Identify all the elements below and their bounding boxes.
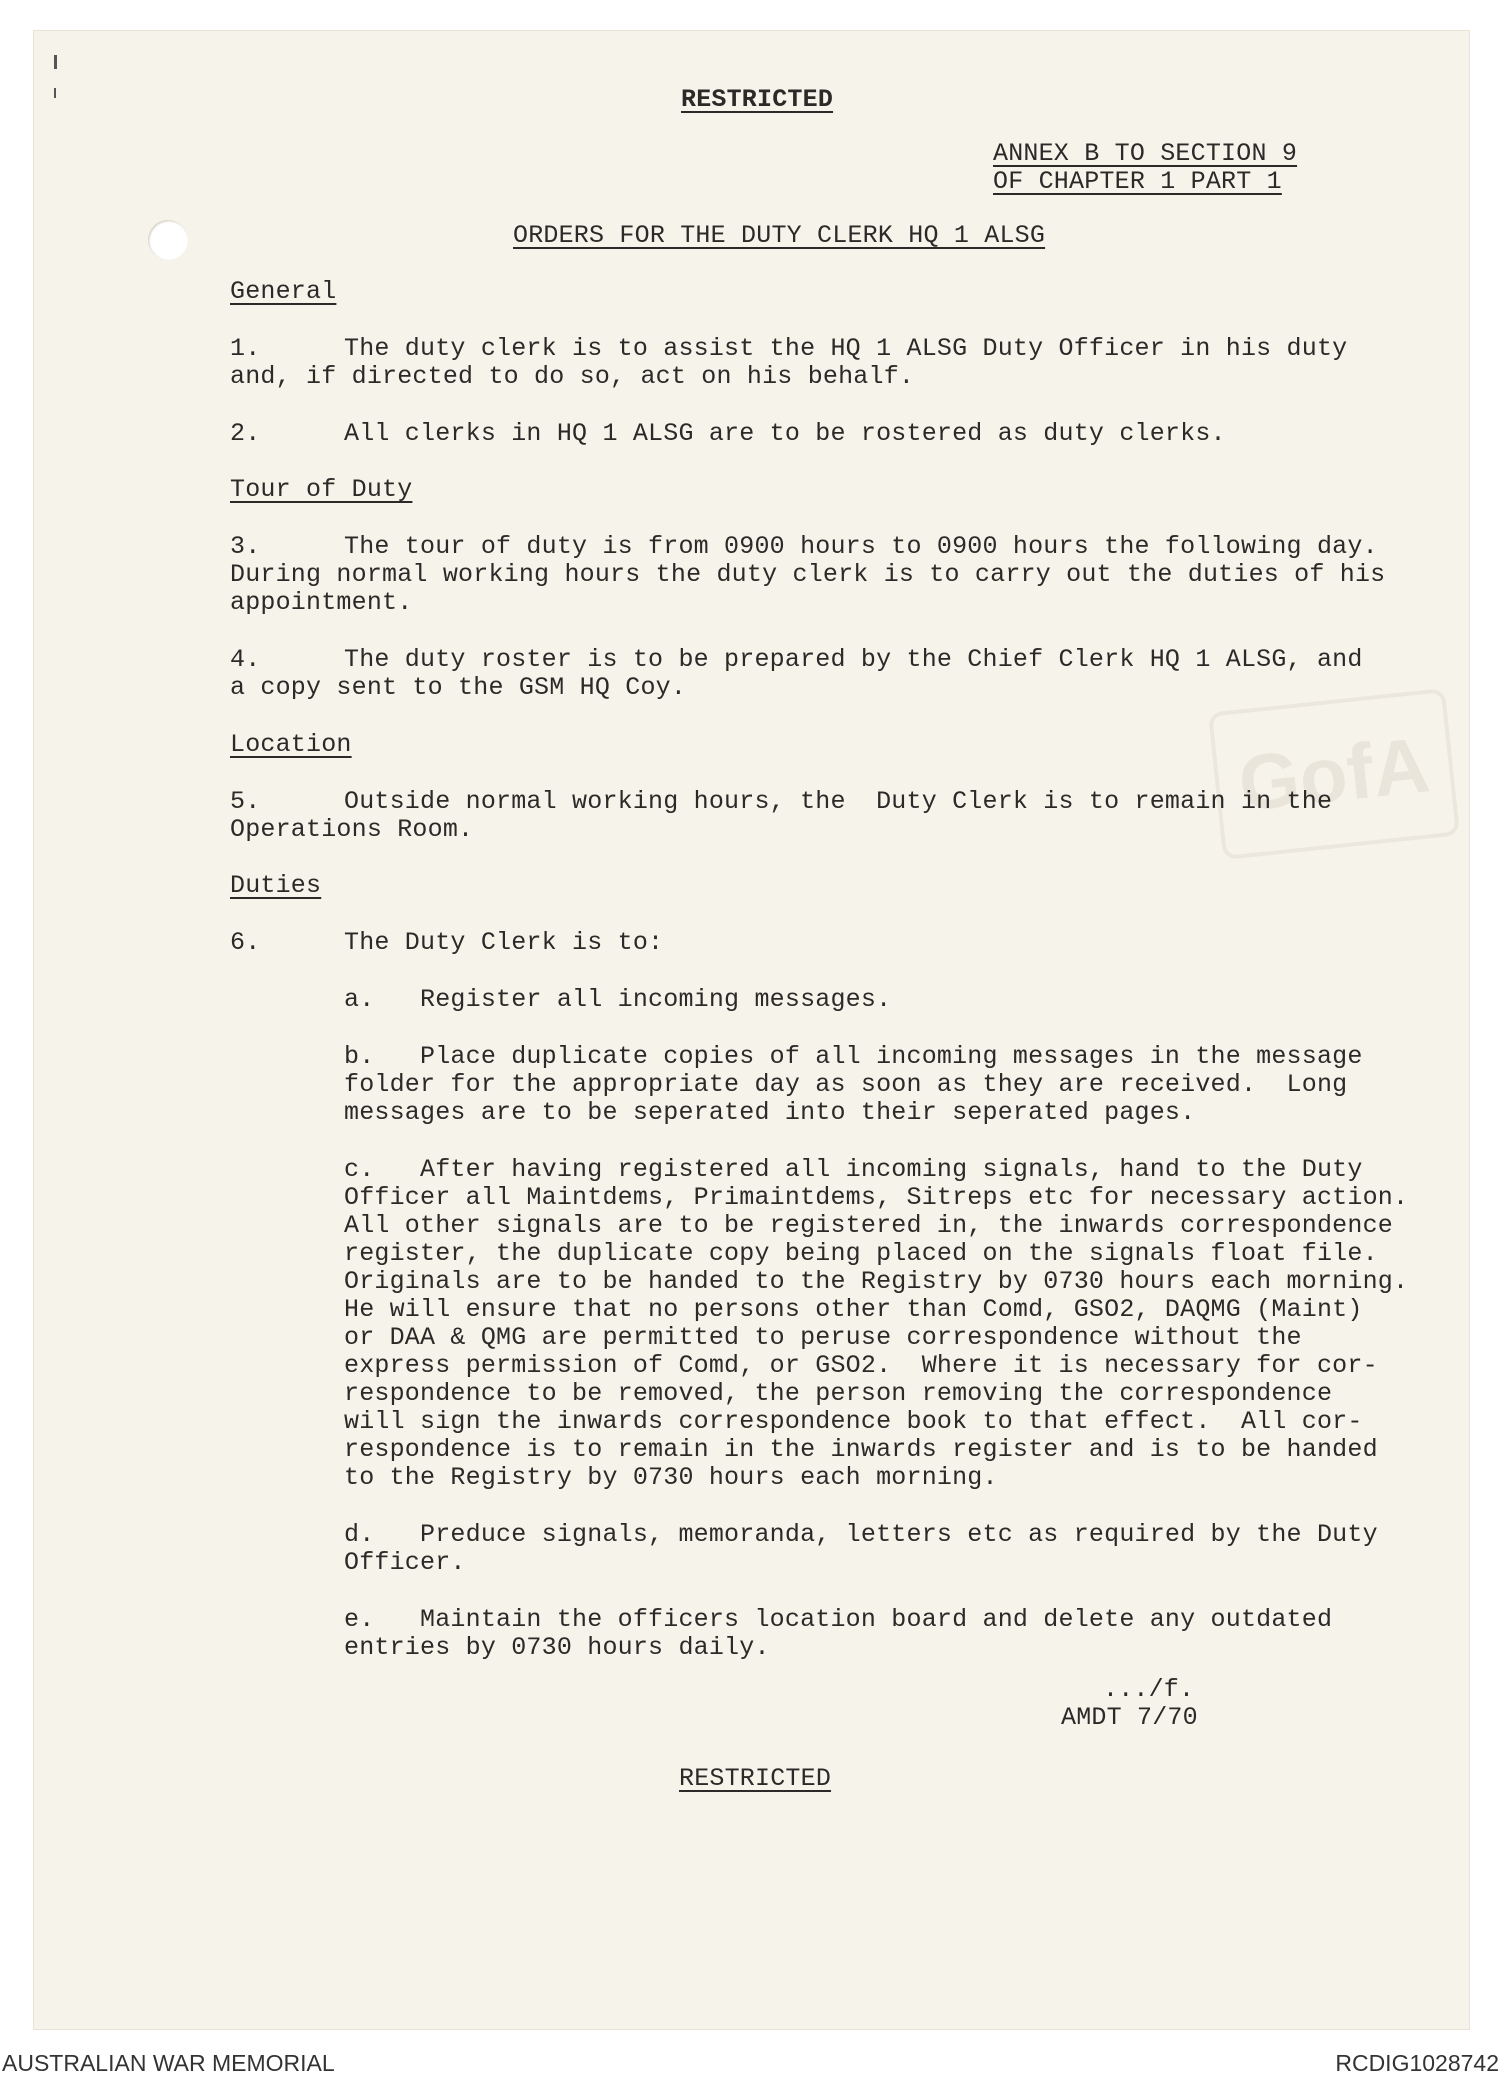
section-heading-duties: Duties: [230, 871, 322, 900]
paragraph-number: 6.: [230, 928, 261, 957]
paragraph-text: All clerks in HQ 1 ALSG are to be rostered as duty clerks.: [344, 419, 1226, 448]
subitem-c-line: Officer all Maintdems, Primaintdems, Sitreps etc for necessary action.: [344, 1183, 1409, 1212]
section-heading-location: Location: [230, 730, 352, 759]
subitem-c-line: register, the duplicate copy being placed on the signals float file.: [344, 1239, 1378, 1268]
paragraph-number: 1.: [230, 334, 261, 363]
subitem-c-line: respondence is to remain in the inwards register and is to be handed: [344, 1435, 1378, 1464]
paragraph-text: The duty roster is to be prepared by the Chief Clerk HQ 1 ALSG, and: [344, 645, 1363, 674]
subitem-c-line: All other signals are to be registered in, the inwards correspondence: [344, 1211, 1393, 1240]
subitem-b: b. Place duplicate copies of all incoming messages in the message: [344, 1042, 1363, 1071]
subitem-c: c. After having registered all incoming signals, hand to the Duty: [344, 1155, 1363, 1184]
page-title: ORDERS FOR THE DUTY CLERK HQ 1 ALSG: [513, 221, 1046, 250]
classification-top: RESTRICTED: [681, 85, 834, 114]
subitem-b-line: messages are to be seperated into their seperated pages.: [344, 1098, 1196, 1127]
subitem-c-line: respondence to be removed, the person removing the correspondence: [344, 1379, 1333, 1408]
continuation-mark: .../f.: [1103, 1675, 1195, 1704]
paragraph-text: During normal working hours the duty clerk is to carry out the duties of his: [230, 560, 1386, 589]
edge-mark: [54, 88, 56, 98]
subitem-c-line: will sign the inwards correspondence book to that effect. All cor-: [344, 1407, 1363, 1436]
paragraph-text: The Duty Clerk is to:: [344, 928, 664, 957]
subitem-c-line: express permission of Comd, or GSO2. Where it is necessary for cor-: [344, 1351, 1378, 1380]
paragraph-text: The duty clerk is to assist the HQ 1 ALSG Duty Officer in his duty: [344, 334, 1348, 363]
edge-mark: [54, 55, 57, 69]
archive-label-right: RCDIG1028742: [1335, 2050, 1499, 2076]
annex-line-2: OF CHAPTER 1 PART 1: [993, 167, 1282, 196]
subitem-c-line: to the Registry by 0730 hours each morning.: [344, 1463, 998, 1492]
section-heading-general: General: [230, 277, 337, 306]
paragraph-text: Outside normal working hours, the Duty Clerk is to remain in the: [344, 787, 1333, 816]
subitem-c-line: He will ensure that no persons other than Comd, GSO2, DAQMG (Maint): [344, 1295, 1363, 1324]
subitem-e-line: entries by 0730 hours daily.: [344, 1633, 770, 1662]
subitem-b-line: folder for the appropriate day as soon as they are received. Long: [344, 1070, 1348, 1099]
subitem-c-line: or DAA & QMG are permitted to peruse correspondence without the: [344, 1323, 1302, 1352]
paragraph-text: and, if directed to do so, act on his behalf.: [230, 362, 915, 391]
watermark-stamp: GofA: [1208, 688, 1460, 860]
punch-hole: [148, 220, 188, 260]
subitem-e: e. Maintain the officers location board and delete any outdated: [344, 1605, 1333, 1634]
annex-line-1: ANNEX B TO SECTION 9: [993, 139, 1298, 168]
classification-bottom: RESTRICTED: [679, 1764, 832, 1793]
amendment-ref: AMDT 7/70: [1061, 1703, 1198, 1732]
paragraph-text: a copy sent to the GSM HQ Coy.: [230, 673, 687, 702]
paragraph-number: 4.: [230, 645, 261, 674]
paragraph-number: 3.: [230, 532, 261, 561]
subitem-c-line: Originals are to be handed to the Registry by 0730 hours each morning.: [344, 1267, 1409, 1296]
subitem-d: d. Preduce signals, memoranda, letters etc as required by the Duty: [344, 1520, 1378, 1549]
subitem-d-line: Officer.: [344, 1548, 466, 1577]
paragraph-number: 2.: [230, 419, 261, 448]
paragraph-text: Operations Room.: [230, 815, 474, 844]
paragraph-text: The tour of duty is from 0900 hours to 0900 hours the following day.: [344, 532, 1378, 561]
archive-label-left: AUSTRALIAN WAR MEMORIAL: [2, 2050, 335, 2076]
paragraph-number: 5.: [230, 787, 261, 816]
section-heading-tour-of-duty: Tour of Duty: [230, 475, 413, 504]
subitem-a: a. Register all incoming messages.: [344, 985, 892, 1014]
paragraph-text: appointment.: [230, 588, 413, 617]
document-page: [33, 30, 1470, 2030]
